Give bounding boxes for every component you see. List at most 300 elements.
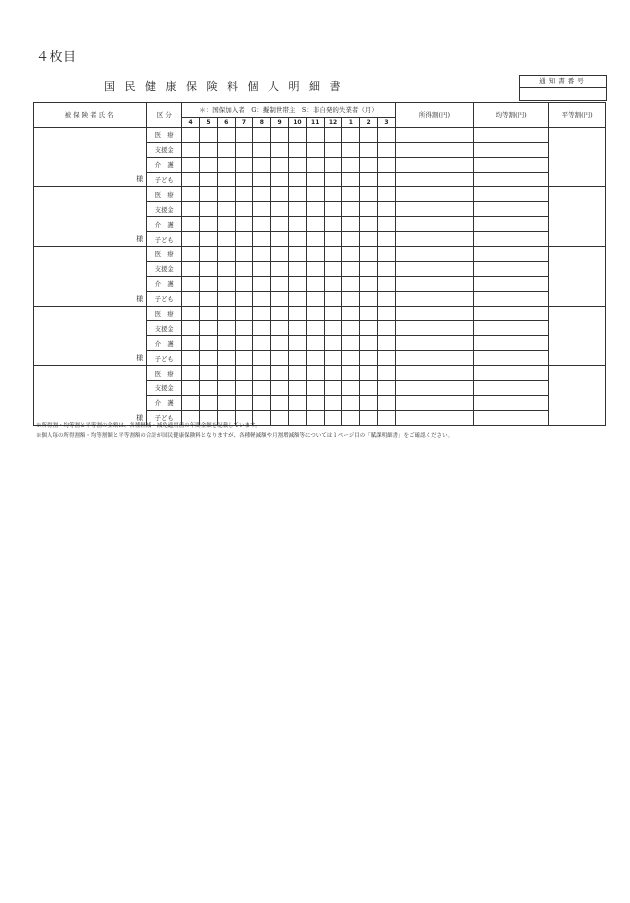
month-status-cell <box>200 127 218 142</box>
month-status-cell <box>182 276 200 291</box>
month-status-cell <box>306 172 324 187</box>
month-status-cell <box>271 127 289 142</box>
month-status-cell <box>342 321 360 336</box>
month-status-cell <box>235 261 253 276</box>
month-status-cell <box>289 291 307 306</box>
month-status-cell <box>342 157 360 172</box>
month-status-cell <box>324 127 342 142</box>
income-share-cell <box>395 202 473 217</box>
category-cell: 支援金 <box>147 261 182 276</box>
month-status-cell <box>360 366 378 381</box>
month-status-cell <box>217 142 235 157</box>
month-status-cell <box>324 410 342 425</box>
month-status-cell <box>306 410 324 425</box>
income-share-cell <box>395 157 473 172</box>
month-status-cell <box>235 142 253 157</box>
month-status-cell <box>253 291 271 306</box>
month-status-cell <box>200 395 218 410</box>
per-capita-share-cell <box>474 366 549 381</box>
month-status-cell <box>289 351 307 366</box>
month-header: 2 <box>360 117 378 127</box>
month-status-cell <box>289 232 307 247</box>
month-status-cell <box>306 381 324 396</box>
month-status-cell <box>324 381 342 396</box>
month-status-cell <box>217 187 235 202</box>
month-status-cell <box>200 276 218 291</box>
month-status-cell <box>378 381 396 396</box>
month-status-cell <box>253 202 271 217</box>
month-header: 5 <box>200 117 218 127</box>
flat-share-cell <box>549 127 606 187</box>
category-cell: 支援金 <box>147 321 182 336</box>
month-status-cell <box>200 336 218 351</box>
month-status-cell <box>182 351 200 366</box>
table-row <box>34 187 606 202</box>
month-status-cell <box>217 202 235 217</box>
month-status-cell <box>360 336 378 351</box>
month-status-cell <box>360 142 378 157</box>
month-status-cell <box>342 395 360 410</box>
income-share-cell <box>395 232 473 247</box>
month-status-cell <box>271 276 289 291</box>
month-status-cell <box>253 232 271 247</box>
income-share-cell <box>395 127 473 142</box>
month-status-cell <box>306 261 324 276</box>
month-status-cell <box>253 172 271 187</box>
month-status-cell <box>235 366 253 381</box>
month-status-cell <box>289 127 307 142</box>
month-status-cell <box>378 187 396 202</box>
month-status-cell <box>324 366 342 381</box>
month-status-cell <box>217 172 235 187</box>
table-row <box>34 366 606 381</box>
month-status-cell <box>217 291 235 306</box>
month-status-cell <box>378 291 396 306</box>
month-status-cell <box>378 351 396 366</box>
category-cell: 医 療 <box>147 187 182 202</box>
flat-share-cell <box>549 247 606 307</box>
per-capita-share-cell <box>474 232 549 247</box>
per-capita-share-cell <box>474 321 549 336</box>
month-status-cell <box>271 336 289 351</box>
month-status-cell <box>217 381 235 396</box>
month-status-cell <box>360 351 378 366</box>
per-capita-share-cell <box>474 202 549 217</box>
month-status-cell <box>360 395 378 410</box>
month-status-cell <box>324 217 342 232</box>
income-share-cell <box>395 261 473 276</box>
flat-share-cell <box>549 187 606 247</box>
per-capita-share-cell <box>474 157 549 172</box>
income-share-header: 所得割(円) <box>395 103 473 128</box>
note-1: ※所得割・均等割と平等割の金額は、各種軽減・減免適用前の年間金額を記載しています。 <box>36 423 261 429</box>
month-status-cell <box>378 157 396 172</box>
category-cell: 介 護 <box>147 336 182 351</box>
month-status-cell <box>342 217 360 232</box>
income-share-cell <box>395 172 473 187</box>
month-status-cell <box>271 157 289 172</box>
detail-table <box>33 102 606 426</box>
month-status-cell <box>324 351 342 366</box>
income-share-cell <box>395 366 473 381</box>
month-status-cell <box>342 410 360 425</box>
month-status-cell <box>324 261 342 276</box>
month-status-cell <box>253 247 271 262</box>
per-capita-share-cell <box>474 172 549 187</box>
month-status-cell <box>306 202 324 217</box>
category-cell: 子ども <box>147 172 182 187</box>
month-status-cell <box>235 127 253 142</box>
category-cell: 医 療 <box>147 306 182 321</box>
month-status-cell <box>378 336 396 351</box>
month-status-cell <box>217 247 235 262</box>
month-status-cell <box>271 202 289 217</box>
month-status-cell <box>217 366 235 381</box>
per-capita-share-cell <box>474 291 549 306</box>
month-status-cell <box>324 202 342 217</box>
month-status-cell <box>324 187 342 202</box>
category-cell: 子ども <box>147 291 182 306</box>
month-status-cell <box>235 172 253 187</box>
month-status-cell <box>306 395 324 410</box>
insured-name-cell: 様 <box>34 127 147 187</box>
month-status-cell <box>342 351 360 366</box>
month-status-cell <box>360 217 378 232</box>
per-capita-share-header: 均等割(円) <box>474 103 549 128</box>
month-header: 4 <box>182 117 200 127</box>
per-capita-share-cell <box>474 261 549 276</box>
month-status-cell <box>306 247 324 262</box>
month-status-cell <box>271 142 289 157</box>
month-status-cell <box>306 291 324 306</box>
month-status-cell <box>271 247 289 262</box>
month-status-cell <box>378 395 396 410</box>
month-header: 7 <box>235 117 253 127</box>
month-status-cell <box>200 291 218 306</box>
month-status-cell <box>378 127 396 142</box>
month-status-cell <box>360 187 378 202</box>
per-capita-share-cell <box>474 187 549 202</box>
month-status-cell <box>200 321 218 336</box>
category-cell: 医 療 <box>147 127 182 142</box>
month-status-cell <box>271 321 289 336</box>
month-status-cell <box>271 306 289 321</box>
month-status-cell <box>306 276 324 291</box>
month-status-cell <box>289 336 307 351</box>
month-status-cell <box>217 351 235 366</box>
per-capita-share-cell <box>474 142 549 157</box>
month-status-cell <box>289 381 307 396</box>
month-status-cell <box>200 261 218 276</box>
category-cell: 介 護 <box>147 217 182 232</box>
table-row <box>34 306 606 321</box>
month-status-cell <box>342 336 360 351</box>
month-status-cell <box>289 366 307 381</box>
month-status-cell <box>253 142 271 157</box>
month-status-cell <box>271 381 289 396</box>
month-status-cell <box>360 306 378 321</box>
month-status-cell <box>289 172 307 187</box>
month-status-cell <box>378 276 396 291</box>
per-capita-share-cell <box>474 336 549 351</box>
month-status-cell <box>378 217 396 232</box>
category-cell: 支援金 <box>147 142 182 157</box>
month-status-cell <box>235 232 253 247</box>
notice-number-value <box>520 88 606 100</box>
insured-name-cell: 様 <box>34 247 147 307</box>
income-share-cell <box>395 351 473 366</box>
month-status-cell <box>289 142 307 157</box>
per-capita-share-cell <box>474 247 549 262</box>
month-status-cell <box>378 321 396 336</box>
month-status-cell <box>253 276 271 291</box>
month-status-cell <box>289 202 307 217</box>
category-cell: 医 療 <box>147 247 182 262</box>
flat-share-cell <box>549 306 606 366</box>
category-cell: 支援金 <box>147 381 182 396</box>
month-status-cell <box>378 142 396 157</box>
month-status-cell <box>253 127 271 142</box>
month-status-cell <box>342 202 360 217</box>
month-status-cell <box>235 276 253 291</box>
per-capita-share-cell <box>474 217 549 232</box>
month-status-cell <box>182 157 200 172</box>
month-status-cell <box>289 261 307 276</box>
notice-number-box <box>519 75 607 101</box>
month-status-cell <box>235 187 253 202</box>
income-share-cell <box>395 187 473 202</box>
month-header: 6 <box>217 117 235 127</box>
category-cell: 介 護 <box>147 157 182 172</box>
month-status-cell <box>289 217 307 232</box>
month-status-cell <box>235 202 253 217</box>
per-capita-share-cell <box>474 276 549 291</box>
month-status-cell <box>217 127 235 142</box>
month-status-cell <box>289 247 307 262</box>
month-status-cell <box>289 395 307 410</box>
month-status-cell <box>182 291 200 306</box>
per-capita-share-cell <box>474 395 549 410</box>
month-status-cell <box>378 306 396 321</box>
month-status-cell <box>342 142 360 157</box>
month-status-cell <box>306 366 324 381</box>
month-status-cell <box>200 351 218 366</box>
month-header: 12 <box>324 117 342 127</box>
month-status-cell <box>253 321 271 336</box>
month-status-cell <box>235 381 253 396</box>
per-capita-share-cell <box>474 127 549 142</box>
month-status-cell <box>324 142 342 157</box>
month-status-cell <box>200 142 218 157</box>
insured-name-cell: 様 <box>34 366 147 426</box>
month-status-cell <box>253 187 271 202</box>
month-status-cell <box>360 157 378 172</box>
month-status-cell <box>200 366 218 381</box>
month-status-cell <box>253 381 271 396</box>
month-status-cell <box>342 261 360 276</box>
insured-name-header: 被保険者氏名 <box>34 103 147 128</box>
month-status-cell <box>378 366 396 381</box>
month-status-cell <box>306 306 324 321</box>
month-status-cell <box>217 395 235 410</box>
month-status-cell <box>342 187 360 202</box>
month-header: 11 <box>306 117 324 127</box>
month-status-cell <box>182 381 200 396</box>
month-status-cell <box>342 276 360 291</box>
month-status-cell <box>271 217 289 232</box>
month-status-cell <box>271 395 289 410</box>
month-status-cell <box>200 172 218 187</box>
document-title: 国民健康保険料個人明細書 <box>104 80 350 93</box>
month-status-cell <box>360 247 378 262</box>
per-capita-share-cell <box>474 306 549 321</box>
month-status-cell <box>306 157 324 172</box>
month-status-cell <box>182 187 200 202</box>
income-share-cell <box>395 306 473 321</box>
month-header: 9 <box>271 117 289 127</box>
month-status-cell <box>342 381 360 396</box>
month-status-cell <box>360 291 378 306</box>
month-header: 10 <box>289 117 307 127</box>
month-status-cell <box>360 381 378 396</box>
month-status-cell <box>235 291 253 306</box>
per-capita-share-cell <box>474 381 549 396</box>
income-share-cell <box>395 142 473 157</box>
month-status-cell <box>182 232 200 247</box>
month-header: 3 <box>378 117 396 127</box>
month-status-cell <box>217 232 235 247</box>
table-row <box>34 247 606 262</box>
category-cell: 介 護 <box>147 395 182 410</box>
month-status-cell <box>360 232 378 247</box>
month-status-cell <box>378 410 396 425</box>
month-status-cell <box>271 232 289 247</box>
month-status-cell <box>182 336 200 351</box>
month-status-cell <box>235 321 253 336</box>
month-status-cell <box>253 261 271 276</box>
month-status-cell <box>342 247 360 262</box>
income-share-cell <box>395 217 473 232</box>
month-status-cell <box>378 261 396 276</box>
month-status-cell <box>324 395 342 410</box>
month-status-cell <box>182 142 200 157</box>
income-share-cell <box>395 410 473 425</box>
category-header: 区 分 <box>147 103 182 128</box>
month-status-cell <box>324 247 342 262</box>
month-status-cell <box>271 410 289 425</box>
month-status-cell <box>271 187 289 202</box>
month-status-cell <box>271 291 289 306</box>
month-status-cell <box>235 157 253 172</box>
month-status-cell <box>271 366 289 381</box>
month-status-cell <box>360 276 378 291</box>
month-status-cell <box>289 187 307 202</box>
month-status-cell <box>378 247 396 262</box>
month-status-cell <box>342 172 360 187</box>
month-status-cell <box>271 172 289 187</box>
month-status-cell <box>378 232 396 247</box>
month-status-cell <box>182 366 200 381</box>
month-status-cell <box>182 306 200 321</box>
month-status-cell <box>182 321 200 336</box>
month-status-cell <box>324 232 342 247</box>
month-status-cell <box>182 395 200 410</box>
flat-share-cell <box>549 366 606 426</box>
month-status-cell <box>271 261 289 276</box>
income-share-cell <box>395 247 473 262</box>
month-status-cell <box>360 127 378 142</box>
month-status-cell <box>200 217 218 232</box>
month-status-cell <box>306 232 324 247</box>
month-status-cell <box>342 291 360 306</box>
month-status-cell <box>324 321 342 336</box>
month-status-cell <box>360 172 378 187</box>
income-share-cell <box>395 291 473 306</box>
month-status-cell <box>235 336 253 351</box>
month-status-cell <box>324 276 342 291</box>
page-number-label: ４枚目 <box>36 50 77 65</box>
month-status-cell <box>289 306 307 321</box>
month-status-cell <box>200 232 218 247</box>
month-status-cell <box>182 172 200 187</box>
month-status-cell <box>253 157 271 172</box>
month-status-cell <box>306 127 324 142</box>
category-cell: 医 療 <box>147 366 182 381</box>
month-status-cell <box>378 172 396 187</box>
income-share-cell <box>395 336 473 351</box>
month-status-cell <box>217 157 235 172</box>
status-legend-header: ＊：国保加入者 G：擬制世帯主 S：非自発的失業者（月） <box>182 103 396 118</box>
month-status-cell <box>360 410 378 425</box>
insured-name-cell: 様 <box>34 306 147 366</box>
month-status-cell <box>217 276 235 291</box>
month-status-cell <box>342 127 360 142</box>
income-share-cell <box>395 395 473 410</box>
month-status-cell <box>253 306 271 321</box>
month-status-cell <box>217 306 235 321</box>
month-status-cell <box>235 217 253 232</box>
note-2: ※個人毎の所得割額・均等割額と平等割額の合計が国民健康保険料となりますが、各種軽減額や月割増減額等については１ページ目の「賦課明細書」をご確認ください。 <box>36 433 454 439</box>
month-status-cell <box>235 395 253 410</box>
month-status-cell <box>324 157 342 172</box>
month-status-cell <box>306 187 324 202</box>
table-row <box>34 127 606 142</box>
month-status-cell <box>217 321 235 336</box>
month-status-cell <box>360 202 378 217</box>
month-status-cell <box>217 217 235 232</box>
month-status-cell <box>182 202 200 217</box>
month-status-cell <box>306 351 324 366</box>
month-status-cell <box>324 172 342 187</box>
month-header: 1 <box>342 117 360 127</box>
month-status-cell <box>271 351 289 366</box>
income-share-cell <box>395 321 473 336</box>
month-status-cell <box>342 306 360 321</box>
month-status-cell <box>182 127 200 142</box>
month-status-cell <box>200 157 218 172</box>
month-status-cell <box>289 321 307 336</box>
month-status-cell <box>289 276 307 291</box>
month-status-cell <box>342 366 360 381</box>
month-status-cell <box>306 321 324 336</box>
month-status-cell <box>360 261 378 276</box>
month-status-cell <box>235 306 253 321</box>
month-status-cell <box>342 232 360 247</box>
flat-share-header: 平等割(円) <box>549 103 606 128</box>
month-status-cell <box>253 336 271 351</box>
category-cell: 子ども <box>147 351 182 366</box>
month-status-cell <box>217 336 235 351</box>
